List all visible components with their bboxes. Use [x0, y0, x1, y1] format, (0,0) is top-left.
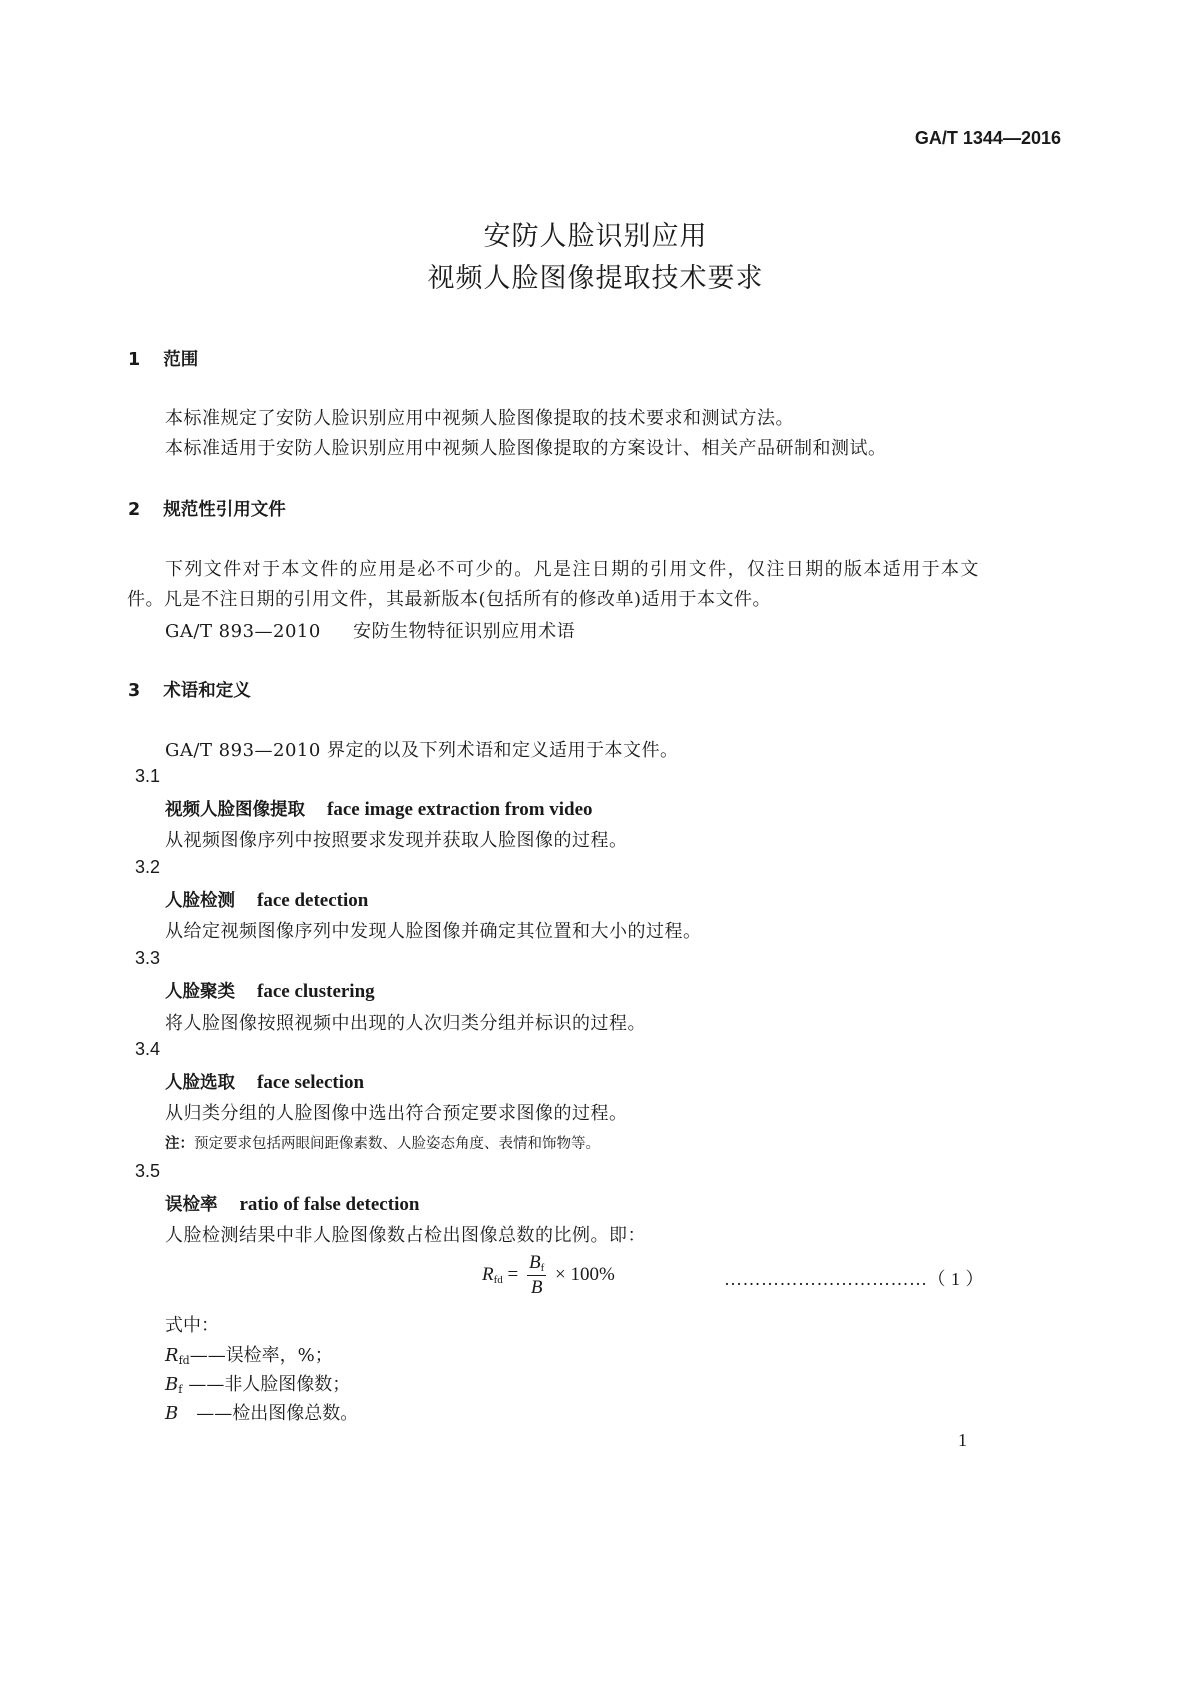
formula-lhs-subscript: fd [493, 1273, 503, 1286]
s1-paragraph-1: 本标准规定了安防人脸识别应用中视频人脸图像提取的技术要求和测试方法。 [165, 408, 794, 429]
where-subscript: f [178, 1383, 183, 1396]
where-item [165, 1370, 350, 1396]
where-description: ——误检率，%； [189, 1345, 333, 1366]
section-1-heading [128, 346, 198, 371]
term-definition: 人脸检测结果中非人脸图像数占检出图像总数的比例。即： [165, 1225, 646, 1246]
normative-reference [165, 617, 575, 643]
section-3-heading [128, 677, 251, 702]
section-2-heading [128, 496, 286, 521]
numerator-subscript: f [540, 1262, 545, 1274]
where-description: ——非人脸图像数； [188, 1374, 351, 1395]
term-english: face image extraction from video [327, 799, 593, 820]
term-english: face clustering [257, 981, 375, 1002]
term-heading [165, 796, 593, 821]
term-english: ratio of false detection [239, 1194, 420, 1215]
section-title: 术语和定义 [163, 681, 251, 701]
formula-equals: = [507, 1263, 519, 1285]
title-line-1: 安防人脸识别应用 [483, 221, 708, 252]
term-number: 3.1 [135, 766, 161, 786]
where-item [165, 1341, 333, 1367]
formula-lhs-symbol: R [482, 1263, 494, 1285]
formula-1 [482, 1252, 615, 1299]
fraction-numerator [527, 1252, 546, 1276]
where-subscript: fd [178, 1354, 190, 1367]
section-title: 规范性引用文件 [163, 500, 286, 520]
s2-paragraph-line-2: 件。凡是不注日期的引用文件，其最新版本(包括所有的修改单)适用于本文件。 [127, 589, 772, 610]
term-definition: 从视频图像序列中按照要求发现并获取人脸图像的过程。 [165, 830, 628, 851]
s1-paragraph-2: 本标准适用于安防人脸识别应用中视频人脸图像提取的方案设计、相关产品研制和测试。 [165, 438, 887, 459]
term-number: 3.4 [135, 1039, 161, 1059]
term-number: 3.3 [135, 948, 161, 968]
section-number: 2 [128, 500, 141, 520]
term-english: face selection [257, 1072, 365, 1093]
formula-rhs: × 100% [555, 1263, 615, 1285]
s3-intro: GA/T 893—2010 界定的以及下列术语和定义适用于本文件。 [165, 740, 679, 761]
section-number: 1 [128, 350, 141, 370]
standard-code: GA/T 1344—2016 [914, 128, 1061, 148]
term-chinese: 人脸聚类 [165, 982, 235, 1002]
term-definition: 从给定视频图像序列中发现人脸图像并确定其位置和大小的过程。 [165, 921, 702, 942]
term-chinese: 误检率 [165, 1195, 218, 1215]
where-item [165, 1399, 358, 1425]
section-title: 范围 [163, 350, 199, 370]
term-definition: 从归类分组的人脸图像中选出符合预定要求图像的过程。 [165, 1103, 628, 1124]
equation-number: ……………………………（ 1 ） [724, 1269, 984, 1289]
term-note [165, 1132, 600, 1153]
reference-code: GA/T 893—2010 [165, 621, 321, 642]
where-intro: 式中： [165, 1315, 219, 1336]
s2-paragraph-line-1: 下列文件对于本文件的应用是必不可少的。凡是注日期的引用文件，仅注日期的版本适用于本文 [165, 559, 980, 580]
reference-title: 安防生物特征识别应用术语 [353, 621, 576, 642]
term-heading [165, 887, 368, 912]
term-chinese: 人脸选取 [165, 1073, 235, 1093]
where-symbol: R [165, 1345, 179, 1366]
note-label: 注： [165, 1136, 194, 1152]
term-chinese: 视频人脸图像提取 [165, 800, 305, 820]
fraction-denominator: B [530, 1277, 543, 1298]
term-definition: 将人脸图像按照视频中出现的人次归类分组并标识的过程。 [165, 1013, 646, 1034]
formula-fraction [527, 1252, 546, 1299]
term-number: 3.5 [135, 1161, 161, 1181]
note-text: 预定要求包括两眼间距像素数、人脸姿态角度、表情和饰物等。 [194, 1136, 600, 1152]
title-line-2: 视频人脸图像提取技术要求 [427, 263, 764, 294]
where-description: ——检出图像总数。 [196, 1403, 359, 1424]
where-symbol: B [165, 1403, 179, 1424]
numerator-symbol: B [529, 1252, 541, 1273]
section-number: 3 [128, 681, 141, 701]
term-heading [165, 978, 375, 1003]
term-number: 3.2 [135, 857, 161, 877]
term-english: face detection [257, 890, 369, 911]
page-number: 1 [958, 1430, 967, 1450]
term-heading [165, 1191, 419, 1216]
term-heading [165, 1069, 364, 1094]
where-symbol: B [165, 1374, 179, 1395]
term-chinese: 人脸检测 [165, 891, 235, 911]
